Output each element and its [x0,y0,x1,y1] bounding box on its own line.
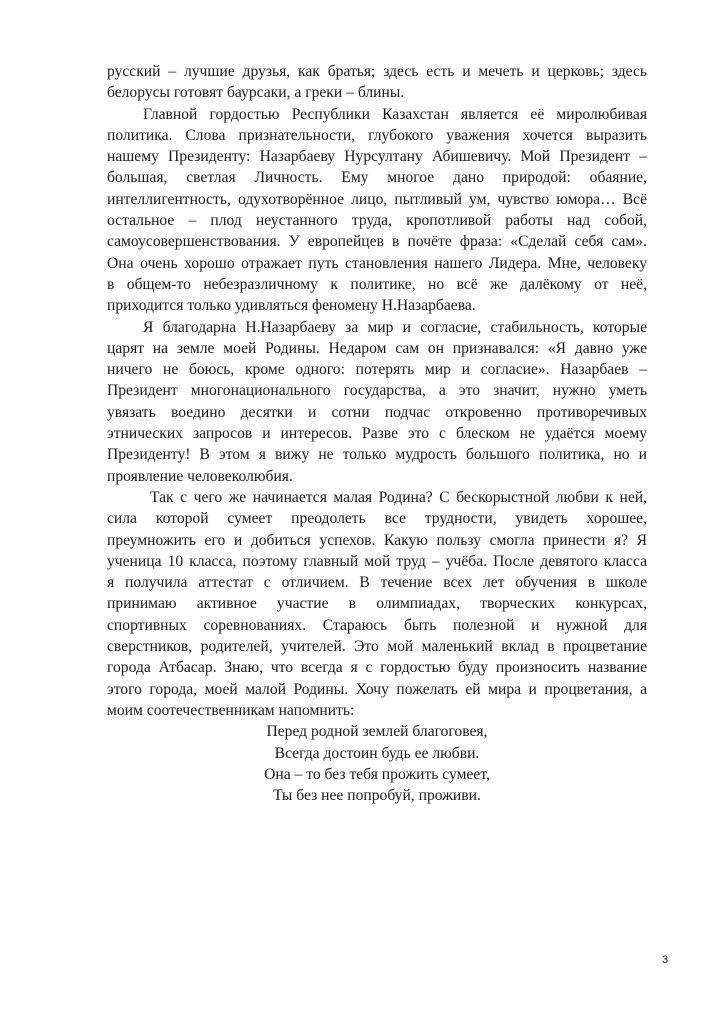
page-number: 3 [662,954,669,966]
paragraph-line: я получила аттестат с отличием. В течение всех лет обучения в школе [107,574,647,592]
paragraph-line: русский – лучшие друзья, как братья; здесь есть и мечеть и церковь; здесь [107,63,647,80]
paragraph-line: Президенту! В этом я вижу не только мудрость большого политика, но и [107,446,647,464]
poem-line: Она – то без тебя прожить сумеет, [264,765,490,783]
paragraph-line: ничего не боюсь, кроме одного: потерять мир и согласие». Назарбаев – [107,361,647,379]
paragraph-line: спортивных соревнованиях. Стараюсь быть полезной и нужной для [107,616,647,634]
poem-line: Ты без нее попробуй, проживи. [273,787,481,805]
paragraph-line: моим соотечественникам напомнить: [107,701,355,719]
paragraph-line: города Атбасар. Знаю, что всегда я с гордостью буду произносить название [107,659,647,677]
paragraph-line: остальное – плод неустанного труда, кропотливой работы над собой, [107,212,647,230]
paragraph-line: большая, светлая Личность. Ему многое дано природой: обаяние, [107,169,647,187]
paragraph-line: Главной гордостью Республики Казахстан является её миролюбивая [143,105,647,123]
paragraph-line: преумножить его и добиться успехов. Какую пользу смогла принести я? Я [107,531,647,549]
paragraph-line: Президент многонационального государства, а это значит, нужно уметь [107,382,647,400]
poem-line: Всегда достоин будь ее любви. [274,744,480,762]
paragraph-line: белорусы готовят баурсаки, а греки – блины. [107,84,405,102]
paragraph-line: интеллигентность, одухотворённое лицо, пытливый ум, чувство юмора… Всё [107,190,647,208]
paragraph [107,61,647,104]
paragraph-line: Она очень хорошо отражает путь становления нашего Лидера. Мне, человеку [107,254,647,272]
paragraph-line: нашему Президенту: Назарбаеву Нурсултану Абишевичу. Мой Президент – [107,148,647,166]
paragraph-line: Я благодарна Н.Назарбаеву за мир и согласие, стабильность, которые [143,318,647,336]
paragraph-line: этнических запросов и интересов. Разве это с блеском не удаётся моему [107,425,647,443]
paragraph-line: сверстников, родителей, учителей. Это мой маленький вклад в процветание [107,638,647,656]
paragraph [107,317,647,487]
paragraph-line: этого города, моей малой Родины. Хочу пожелать ей мира и процветания, а [107,680,647,698]
paragraph-line: сила которой сумеет преодолеть все трудности, увидеть хорошее, [107,510,647,528]
paragraph [107,104,647,317]
paragraph-line: самоусовершенствования. У европейцев в почёте фраза: «Сделай себя сам». [107,233,647,251]
poem-line: Перед родной землей благоговея, [266,723,488,741]
paragraph-line: ученица 10 класса, поэтому главный мой труд – учёба. После девятого класса [107,552,647,570]
paragraph-line: царят на земле моей Родины. Недаром сам он признавался: «Я давно уже [107,339,647,357]
paragraph-line: проявление человеколюбия. [107,467,293,485]
paragraph-line: Так с чего же начинается малая Родина? С бескорыстной любви к ней, [150,488,647,506]
poem [107,721,647,806]
paragraph [107,487,647,721]
paragraph-line: в общем-то небезразличному к политике, но всё же далёкому от неё, [107,275,647,293]
paragraph-line: увязать воедино десятки и сотни подчас откровенно противоречивых [107,403,647,421]
paragraph-line: политика. Слова признательности, глубокого уважения хочется выразить [107,126,647,144]
body-text [107,61,647,806]
paragraph-line: принимаю активное участие в олимпиадах, творческих конкурсах, [107,595,647,613]
paragraph-line: приходится только удивляться феномену Н.Назарбаева. [107,297,476,315]
